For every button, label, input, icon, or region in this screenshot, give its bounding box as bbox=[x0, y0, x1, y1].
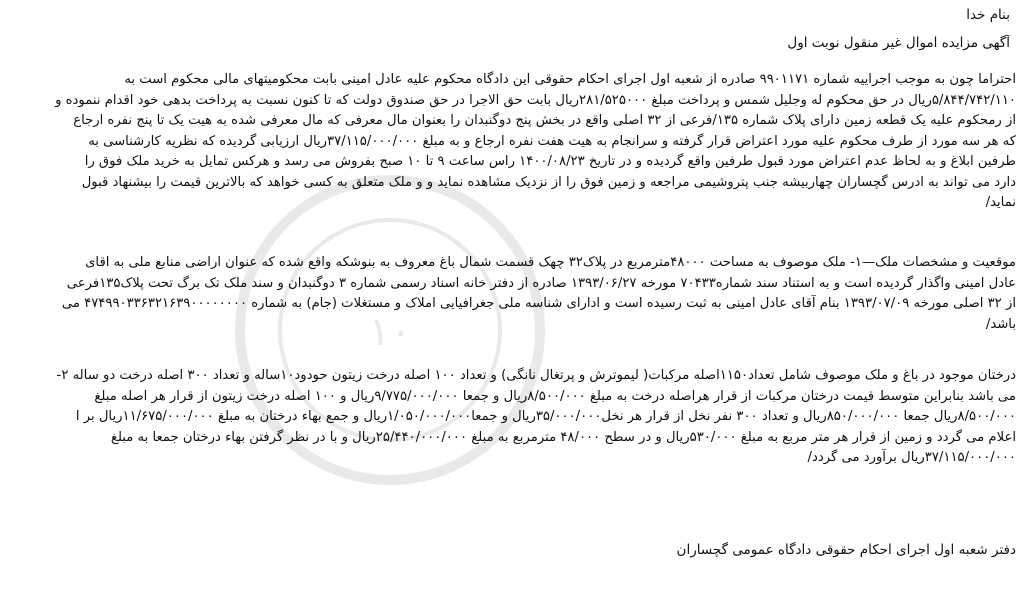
text-line: می باشد بنابراین متوسط قیمت درختان مرکبات از قرار هراصله درخت به مبلغ ۸/۵۰۰/۰۰۰ریال و جمعا ۹/۷۷۵/۰۰۰/۰۰۰ریال و ۱۰۰ اصله درخت زیتون از قرار هر اصله مبلغ bbox=[94, 389, 1016, 404]
text-line: از رمحکوم علیه یک قطعه زمین دارای پلاک شماره ۱۳۵/فرعی از ۳۲ اصلی واقع در بخش پنج دوگنبدان را بعنوان مال معرفی که مال معرفی شده به هیت یک تا پنج نفره ارجاع bbox=[73, 113, 1016, 128]
basmala: بنام خدا bbox=[966, 7, 1010, 23]
text-line: اعلام می گردد و زمین از قرار هر متر مربع به مبلغ ۵۳۰/۰۰۰ریال و در سطح ۴۸/۰۰۰ مترمربع به مبلغ ۲۵/۴۴۰/۰۰۰/۰۰۰ریال و با در نظر گرفتن بهاء درختان جمعا به مبلغ bbox=[110, 430, 1016, 445]
text-line: ۸/۵۰۰/۰۰۰ریال جمعا ۸۵۰/۰۰۰/۰۰۰ریال و تعداد ۳۰۰ نفر نخل از قرار هر نخل۳۵/۰۰۰/۰۰۰ریال و جمعا۱/۰۵۰/۰۰۰/۰۰۰ریال و جمع بهاء درختان به مبلغ ۱۱/۶۷۵/۰۰۰/۰۰۰ریال بر ا bbox=[75, 409, 1016, 424]
text-line: که هر سه مورد از طرف محکوم علیه مورد اعتراض قرار گرفته و سرانجام به هیت هفت نفره ارجاع و به مبلغ ۳۷/۱۱۵/۰۰۰/۰۰۰ریال ارزیابی گردیده که نظریه کارشناسی به bbox=[88, 134, 1016, 149]
text-line: دارد می تواند به ادرس گچساران چهاربیشه جنب پتروشیمی مراجعه و زمین فوق را از نزدیک مشاهده نماید و و ملک متعلق به کسی خواهد که بالاترین قیمت را بیشنهاد قبول bbox=[81, 175, 1016, 190]
text-line: باشد/ bbox=[985, 317, 1016, 332]
text-line: از ۳۲ اصلی مورخه ۱۳۹۳/۰۷/۰۹ بنام آقای عادل امینی به ثبت رسیده است و ادارای شناسه ملی جغرافیایی املاک و مستغلات (جام) به شماره ۴۷۴۹۹۰۳۳۶۳۲۱۶۳۹۰۰۰۰۰۰۰۰ می bbox=[61, 296, 1016, 311]
svg-text:۱۰: ۱۰ bbox=[368, 309, 412, 355]
text-line: درختان موجود در باغ و ملک موصوف شامل تعداد۱۱۵۰اصله مرکبات( لیموترش و پرتغال نانگی) و تعداد ۱۰۰ اصله درخت زیتون حودود۱۰ساله و تعداد ۳۰۰ اصله درخت دو ساله ۲- bbox=[56, 368, 1016, 383]
page-title: آگهی مزایده اموال غیر منقول نوبت اول bbox=[787, 35, 1010, 51]
text-line: طرفین ابلاغ و به لحاظ عدم اعتراض مورد قبول طرفین واقع گردیده و در تاریخ ۱۴۰۰/۰۸/۲۳ راس ساعت ۹ تا ۱۰ صبح بفروش می رسد و هرکس تمایل به خرید ملک فوق را bbox=[84, 154, 1016, 169]
text-line: احتراما چون به موجب اجراییه شماره ۹۹۰۱۱۷۱ صادره از شعبه اول اجرای احکام حقوقی این دادگاه محکوم علیه عادل امینی بابت محکومیتهای مالی محکوم است به bbox=[124, 72, 1016, 87]
text-line: نماید/ bbox=[985, 195, 1016, 210]
text-line: موقعیت و مشخصات ملک—۱- ملک موصوف به مساحت ۴۸۰۰۰مترمربع در پلاک۳۲ چهک قسمت شمال باغ معروف به بنوشکه واقع شده که عنوان اراضی منابع ملی به اقای bbox=[85, 255, 1016, 270]
text-line: ۳۷/۱۱۵/۰۰۰/۰۰۰ریال برآورد می گردد/ bbox=[807, 450, 1016, 465]
text-line: ۵/۸۴۴/۷۴۲/۱۱۰ریال در حق محکوم له وجلیل شمس و پرداخت مبلغ ۲۸۱/۵۲۵۰۰۰ریال بابت حق الاجرا در حق صندوق دولت که تا کنون نسبت به پرداخت بدهی خود اقدام ننموده و bbox=[55, 93, 1016, 108]
text-line: عادل امینی واگذار گردیده است و به استناد سند شماره۷۰۴۳۳ مورخه ۱۳۹۳/۰۶/۲۷ صادره از دفتر خانه اسناد رسمی شماره ۳ دوگنبدان و سند ملک تک برگ تحت پلاک۱۳۵فرعی bbox=[66, 276, 1016, 291]
issuer-signature: دفتر شعبه اول اجرای احکام حقوقی دادگاه عمومی گچساران bbox=[676, 542, 1016, 558]
